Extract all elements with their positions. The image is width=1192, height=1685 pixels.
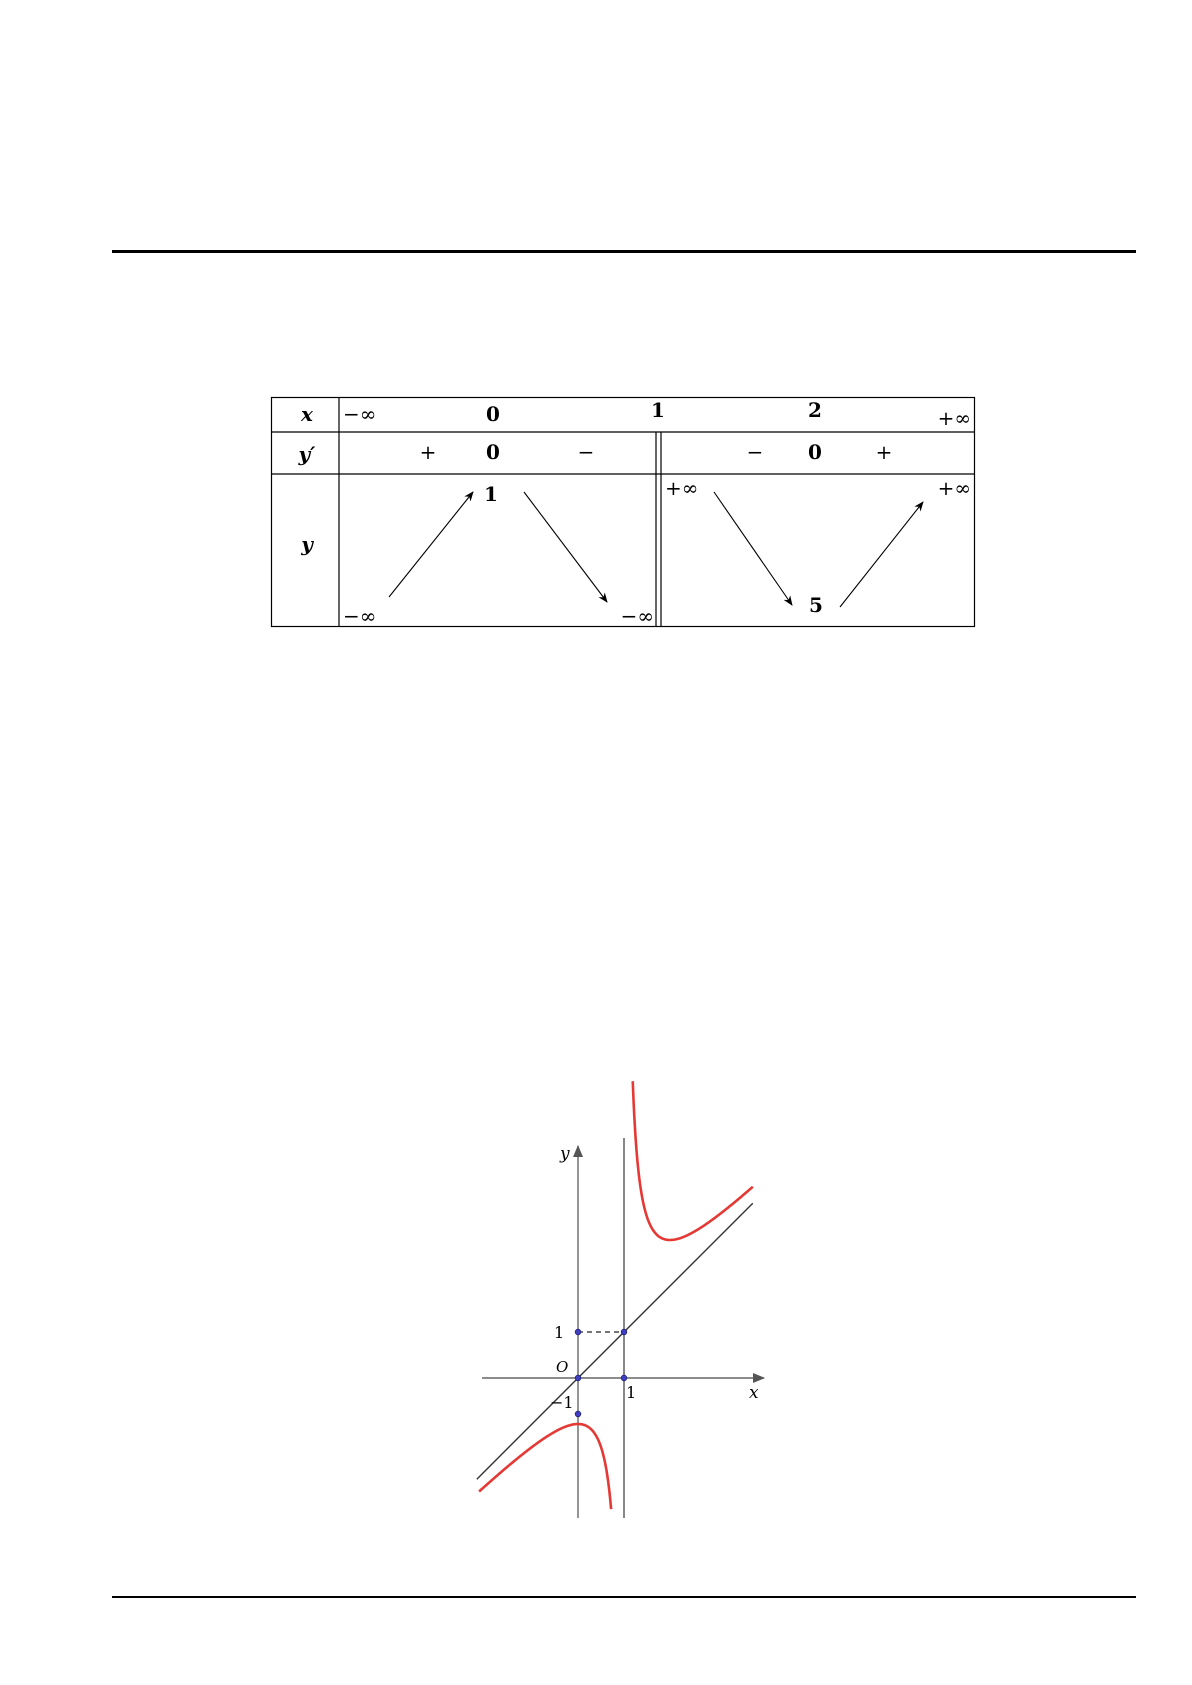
row-label-yprime: y′ <box>298 442 316 466</box>
variation-table <box>271 397 975 627</box>
arrow-increase-2 <box>840 502 923 607</box>
axis-y-label: y <box>560 1144 570 1164</box>
arrow-decrease-1 <box>524 492 607 602</box>
derivative-zero-1: 0 <box>486 440 500 464</box>
point-x-1 <box>621 1375 627 1381</box>
arrow-increase-1 <box>389 492 473 597</box>
header-rule <box>112 250 1136 253</box>
y-value-right-end: +∞ <box>937 476 971 500</box>
point-y-neg1 <box>575 1411 581 1417</box>
x-value-1: 1 <box>651 398 665 422</box>
tick-x-1-label: 1 <box>626 1383 637 1402</box>
row-label-y: y <box>301 532 313 556</box>
tick-y-1-label: 1 <box>554 1323 565 1342</box>
y-value-left-end: −∞ <box>620 604 654 628</box>
derivative-zero-2: 0 <box>808 440 822 464</box>
derivative-sign-2: − <box>577 440 595 464</box>
derivative-sign-1: + <box>419 440 437 464</box>
row-label-x: x <box>301 402 313 426</box>
curve-branch-right <box>633 1081 753 1240</box>
derivative-sign-4: + <box>875 440 893 464</box>
arrow-decrease-2 <box>714 492 792 605</box>
x-value-pos-inf: +∞ <box>937 406 971 430</box>
point-1-1 <box>621 1329 627 1335</box>
point-origin <box>575 1375 581 1381</box>
x-value-neg-inf: −∞ <box>343 402 377 426</box>
oblique-asymptote <box>477 1203 753 1479</box>
x-value-0: 0 <box>486 402 500 426</box>
y-value-right-start: +∞ <box>665 476 699 500</box>
axis-x-label: x <box>749 1383 759 1403</box>
tick-y-neg1-label: −1 <box>550 1393 574 1412</box>
y-value-min: 5 <box>809 593 823 617</box>
function-graph <box>478 1138 770 1522</box>
origin-label: O <box>556 1358 569 1376</box>
curve-branch-left <box>479 1424 611 1509</box>
y-value-left-low: −∞ <box>343 604 377 628</box>
x-value-2: 2 <box>808 398 822 422</box>
point-y-1 <box>575 1329 581 1335</box>
y-value-max: 1 <box>484 482 498 506</box>
derivative-sign-3: − <box>746 440 764 464</box>
footer-rule <box>112 1596 1136 1598</box>
